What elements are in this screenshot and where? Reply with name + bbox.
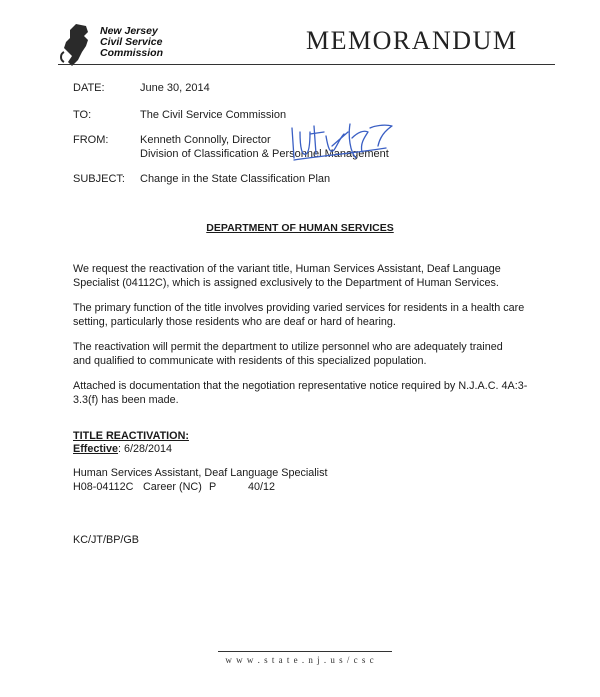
body-paragraph — [73, 379, 533, 407]
title-range: 40/12 — [248, 481, 276, 493]
from-name: Kenneth Connolly, Director — [140, 134, 271, 146]
title-code: H08-04112C — [73, 481, 134, 493]
to-value: The Civil Service Commission — [140, 109, 287, 121]
to-label: TO: — [73, 109, 92, 121]
org-name — [100, 26, 163, 59]
title-category: Career (NC) — [143, 481, 202, 493]
new-jersey-state-icon — [58, 22, 98, 68]
footer-url: w w w . s t a t e . n j . u s / c s c — [225, 655, 375, 665]
subject-value: Change in the State Classification Plan — [140, 173, 331, 185]
from-label: FROM: — [73, 134, 109, 146]
body-paragraph — [73, 262, 533, 290]
memorandum-title: MEMORANDUM — [306, 26, 518, 55]
effective-value: : 6/28/2014 — [118, 443, 173, 455]
body-paragraph — [73, 301, 533, 329]
paragraph-line: We request the reactivation of the variant title, Human Services Assistant, Deaf Language — [73, 263, 501, 275]
header-divider — [58, 64, 555, 65]
nj-civil-service-logo — [58, 22, 188, 68]
paragraph-line: The reactivation will permit the department to utilize personnel who are adequately trained — [73, 341, 503, 353]
paragraph-line: setting, particularly those residents who are deaf or hard of hearing. — [73, 316, 396, 328]
paragraph-line: Specialist (04112C), which is assigned exclusively to the Department of Human Services. — [73, 277, 499, 289]
org-name-line: Civil Service — [100, 36, 163, 48]
paragraph-line: 3.3(f) has been made. — [73, 394, 179, 406]
effective-date — [73, 443, 172, 455]
paragraph-line: Attached is documentation that the negotiation representative notice required by N.J.A.C. 4A:3- — [73, 380, 528, 392]
from-division: Division of Classification & Personnel Management — [140, 148, 389, 160]
title-name: Human Services Assistant, Deaf Language Specialist — [73, 467, 328, 479]
paragraph-line: and qualified to communicate with residents of this specialized population. — [73, 355, 427, 367]
date-label: DATE: — [73, 82, 105, 94]
org-name-line: Commission — [100, 47, 164, 59]
date-value: June 30, 2014 — [140, 82, 210, 94]
title-reactivation-heading: TITLE REACTIVATION: — [73, 430, 189, 442]
title-class: P — [209, 481, 217, 493]
department-heading: DEPARTMENT OF HUMAN SERVICES — [206, 222, 394, 234]
org-name-line: New Jersey — [100, 25, 158, 37]
body-paragraph — [73, 340, 533, 368]
footer-divider — [218, 651, 392, 652]
effective-label: Effective — [73, 443, 119, 455]
reference-initials: KC/JT/BP/GB — [73, 534, 139, 546]
handwritten-signature — [288, 118, 398, 164]
subject-label: SUBJECT: — [73, 173, 125, 185]
paragraph-line: The primary function of the title involves providing varied services for residents in a health care — [73, 302, 525, 314]
